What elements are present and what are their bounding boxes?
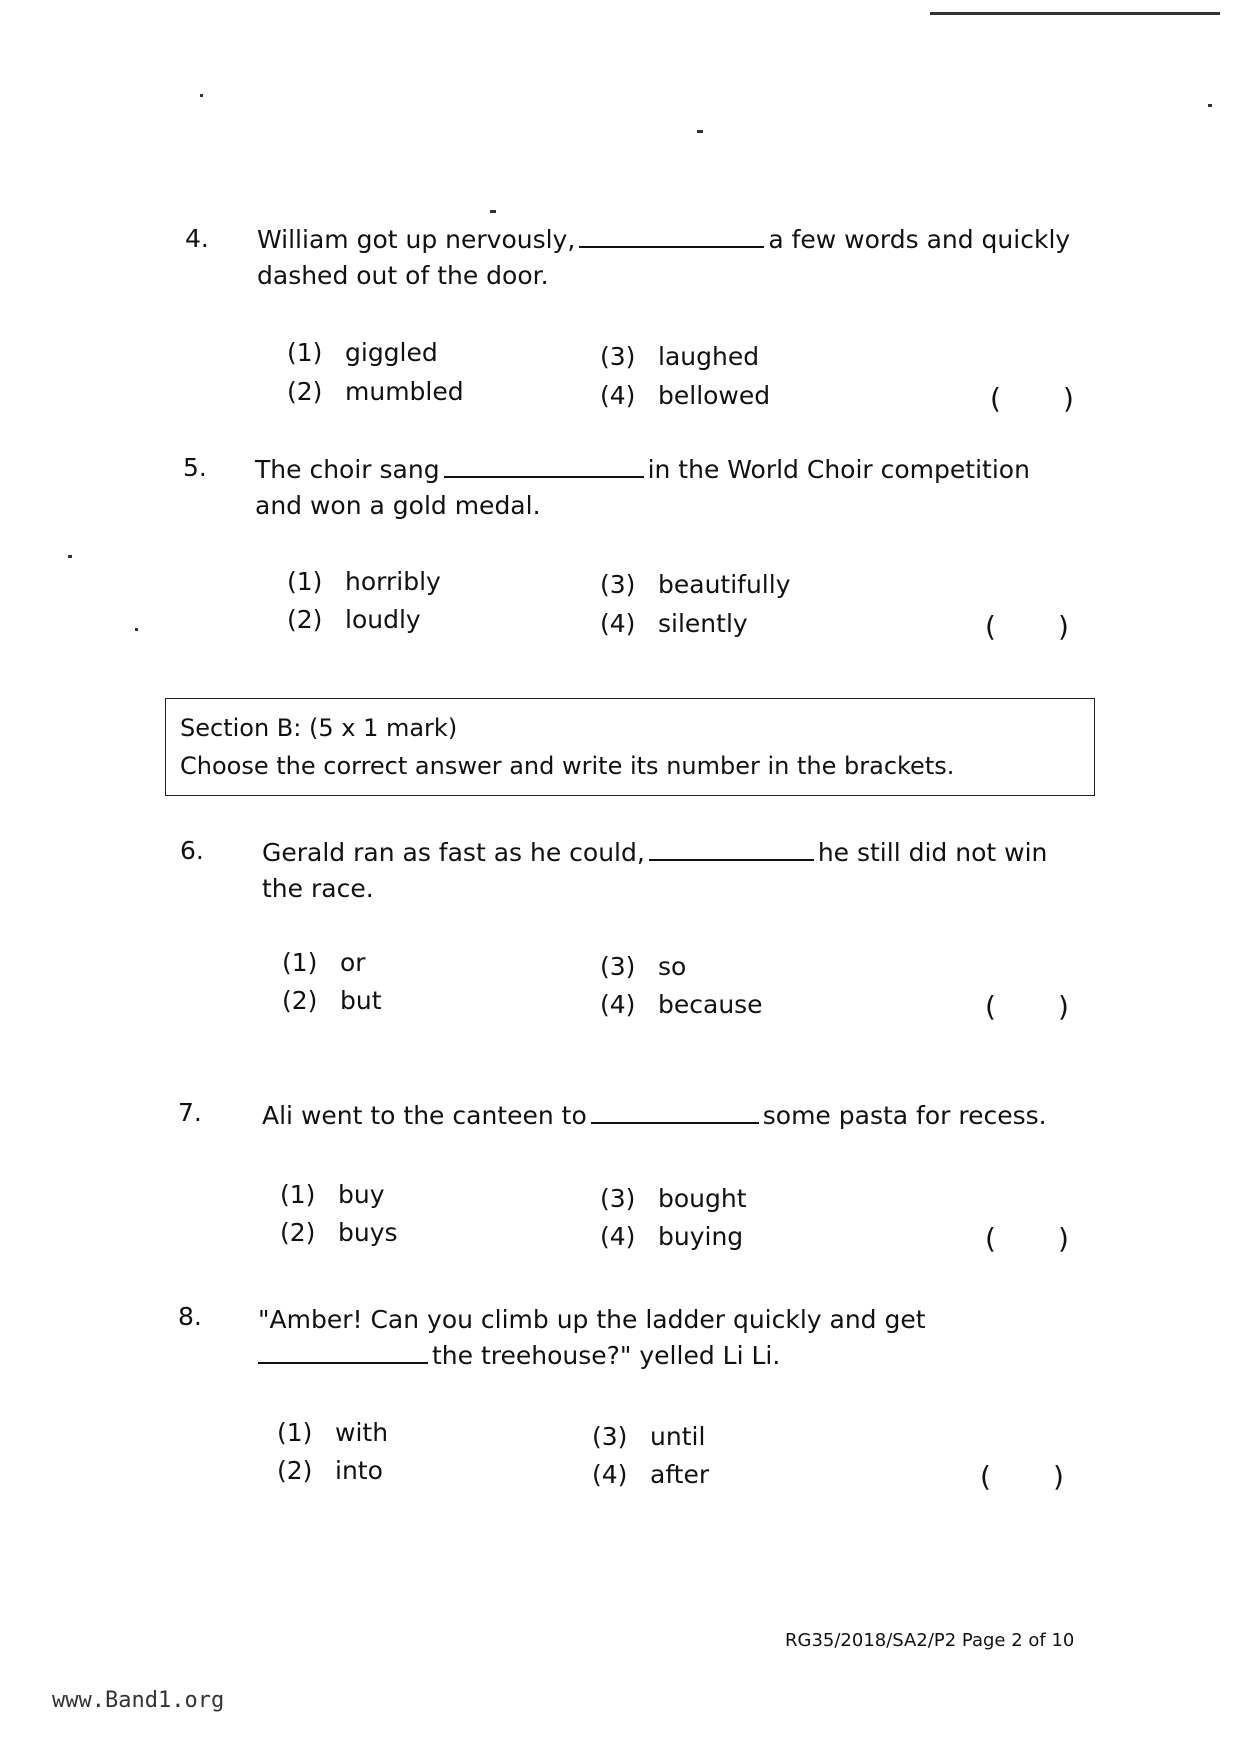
question-stem — [257, 222, 1117, 294]
question-number: 4. — [185, 224, 209, 253]
question-stem — [258, 1302, 1118, 1374]
option-1: (1) horribly — [287, 567, 441, 596]
answer-bracket[interactable]: ( ) — [985, 990, 1069, 1023]
stem-text-after: he still did not win — [817, 838, 1048, 867]
option-1: (1) or — [282, 948, 366, 977]
answer-blank — [579, 224, 764, 248]
watermark-url: www.Band1.org — [52, 1688, 225, 1713]
option-2: (2) mumbled — [287, 377, 464, 406]
question-number: 5. — [183, 453, 207, 482]
stem-text-before: William got up nervously, — [257, 225, 576, 254]
stem-text-before: The choir sang — [255, 455, 440, 484]
scan-speck — [68, 555, 72, 558]
option-1: (1) giggled — [287, 338, 438, 367]
stem-text-line2: the race. — [262, 874, 374, 903]
option-4: (4) because — [600, 990, 763, 1019]
question-stem — [262, 835, 1122, 907]
page-code: RG35/2018/SA2/P2 Page 2 of 10 — [785, 1630, 1075, 1651]
scan-speck — [1208, 104, 1212, 107]
option-4: (4) bellowed — [600, 381, 771, 410]
scan-speck — [135, 628, 138, 631]
stem-text-after: in the World Choir competition — [647, 455, 1030, 484]
answer-blank — [591, 1100, 759, 1124]
question-stem — [255, 452, 1115, 524]
scan-speck — [200, 94, 203, 97]
stem-text-line2: dashed out of the door. — [257, 261, 549, 290]
section-b-title: Section B: (5 x 1 mark) — [180, 714, 458, 742]
question-number: 7. — [178, 1098, 202, 1127]
answer-bracket[interactable]: ( ) — [985, 610, 1069, 643]
option-2: (2) into — [277, 1456, 383, 1485]
option-3: (3) so — [600, 952, 687, 981]
section-b-box — [165, 698, 1095, 796]
option-1: (1) with — [277, 1418, 389, 1447]
answer-bracket[interactable]: ( ) — [985, 1222, 1069, 1255]
answer-blank — [649, 837, 814, 861]
stem-text-before: Ali went to the canteen to — [262, 1101, 587, 1130]
option-2: (2) buys — [280, 1218, 398, 1247]
question-number: 8. — [178, 1302, 202, 1331]
stem-text-line1: "Amber! Can you climb up the ladder quickly and get — [258, 1305, 926, 1334]
scan-speck — [697, 130, 703, 133]
option-3: (3) beautifully — [600, 570, 791, 599]
option-2: (2) loudly — [287, 605, 421, 634]
option-3: (3) bought — [600, 1184, 747, 1213]
section-b-instruction: Choose the correct answer and write its number in the brackets. — [180, 752, 955, 780]
option-4: (4) silently — [600, 609, 748, 638]
question-stem — [262, 1098, 1122, 1134]
option-1: (1) buy — [280, 1180, 385, 1209]
answer-blank — [258, 1340, 428, 1364]
scan-artifact-line — [930, 12, 1220, 15]
stem-text-before: Gerald ran as fast as he could, — [262, 838, 645, 867]
answer-bracket[interactable]: ( ) — [980, 1460, 1064, 1493]
stem-text-line2: the treehouse?" yelled Li Li. — [432, 1341, 781, 1370]
stem-text-after: a few words and quickly — [768, 225, 1071, 254]
question-number: 6. — [180, 836, 204, 865]
answer-bracket[interactable]: ( ) — [990, 382, 1074, 415]
answer-blank — [444, 454, 644, 478]
option-3: (3) until — [592, 1422, 706, 1451]
stem-text-after: some pasta for recess. — [762, 1101, 1047, 1130]
option-4: (4) buying — [600, 1222, 744, 1251]
option-3: (3) laughed — [600, 342, 760, 371]
stem-text-line2: and won a gold medal. — [255, 491, 541, 520]
scan-speck — [490, 210, 496, 213]
option-4: (4) after — [592, 1460, 710, 1489]
option-2: (2) but — [282, 986, 382, 1015]
